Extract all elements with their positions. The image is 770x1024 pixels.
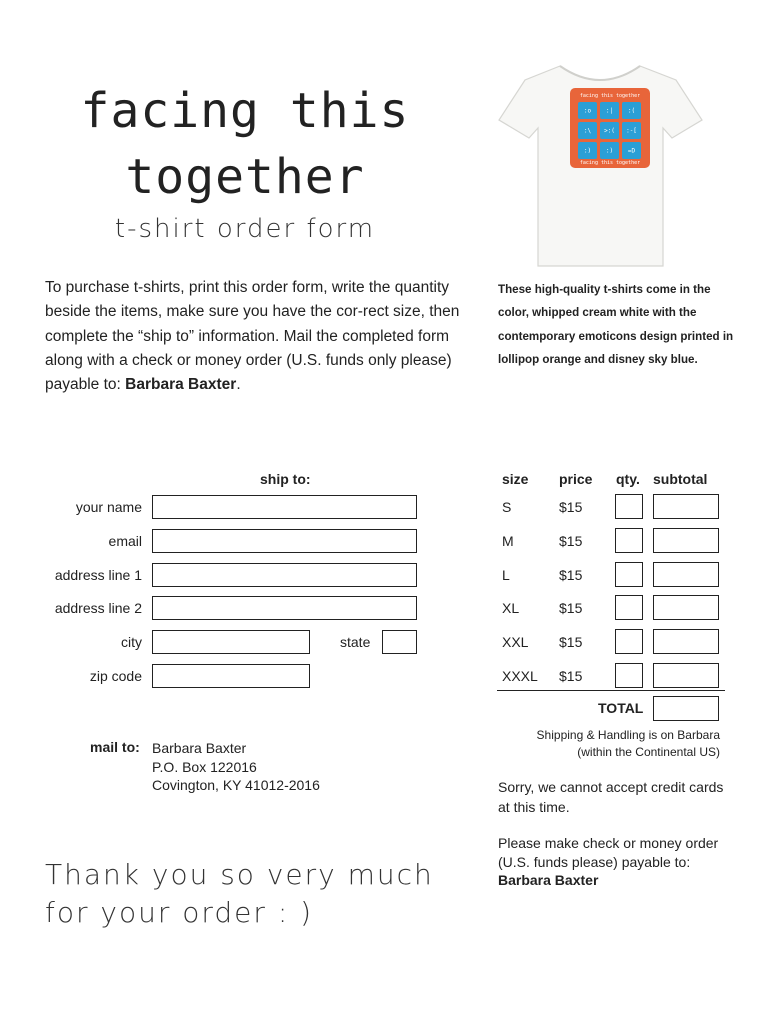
tshirt-image: [498, 58, 703, 270]
qty-column-header: qty.: [616, 471, 640, 487]
size-cell: XXL: [502, 634, 529, 650]
size-cell: XL: [502, 600, 520, 616]
price-cell: $15: [559, 567, 583, 583]
title-line-2: together: [125, 149, 365, 205]
emoticon-text: :|: [605, 107, 614, 115]
price-column-header: price: [559, 471, 593, 487]
price-cell: $15: [559, 634, 583, 650]
qty-input-xxl[interactable]: [615, 629, 643, 654]
qty-input-xxxl[interactable]: [615, 663, 643, 688]
city-field[interactable]: [152, 630, 310, 654]
emoticon-text: :o: [583, 107, 592, 115]
zip-code-label: zip code: [89, 668, 142, 684]
mail-to-address: Barbara Baxter P.O. Box 122016 Covington, KY 41012-2016: [152, 740, 320, 793]
shirt-description: These high-quality t-shirts come in the color, whipped cream white with the contemporary emoticons design printed in lollipop orange and disney sky blue.: [498, 283, 734, 366]
price-cell: $15: [559, 600, 583, 616]
emoticon-text: :-[: [626, 127, 637, 135]
address-line-1-field[interactable]: [152, 563, 417, 587]
subtotal-input-xxl[interactable]: [653, 629, 719, 654]
table-divider: [497, 690, 725, 691]
address-line-1-label: address line 1: [54, 567, 142, 583]
page-title: [40, 78, 450, 210]
shipping-note: Shipping & Handling is on Barbara (within the Continental US): [536, 728, 720, 759]
size-cell: M: [502, 533, 514, 549]
price-cell: $15: [559, 668, 583, 684]
emoticon-text: :): [583, 147, 592, 155]
state-field[interactable]: [382, 630, 417, 654]
emoticon-text: :\: [583, 127, 592, 135]
intro-payee: Barbara Baxter: [125, 376, 237, 394]
address-line-2-field[interactable]: [152, 596, 417, 620]
qty-input-s[interactable]: [615, 494, 643, 519]
size-column-header: size: [502, 471, 529, 487]
email-field[interactable]: [152, 529, 417, 553]
subtotal-input-s[interactable]: [653, 494, 719, 519]
zip-code-field[interactable]: [152, 664, 310, 688]
emoticon-text: =D: [627, 147, 636, 155]
price-cell: $15: [559, 499, 583, 515]
subtotal-input-l[interactable]: [653, 562, 719, 587]
emoticon-text: :): [605, 147, 614, 155]
size-cell: XXXL: [502, 668, 538, 684]
emoticon-text: >:(: [604, 127, 615, 135]
state-label: state: [340, 634, 371, 650]
total-label: TOTAL: [598, 700, 644, 716]
thank-you-message: Thank you so very much for your order : ): [45, 858, 434, 929]
city-label: city: [121, 634, 142, 650]
check-note: Please make check or money order (U.S. funds please) payable to: Barbara Baxter: [498, 835, 719, 888]
subtotal-input-xl[interactable]: [653, 595, 719, 620]
ship-to-heading: ship to:: [260, 471, 311, 487]
email-label: email: [108, 533, 142, 549]
address-line-2-label: address line 2: [54, 600, 142, 616]
total-input[interactable]: [653, 696, 719, 721]
name-label: your name: [75, 499, 142, 515]
intro-paragraph: To purchase t-shirts, print this order form, write the quantity beside the items, make sure you have the cor-rect size, then complete the “ship to” information. Mail the completed form along with a check or money order (U.S. funds only please) payable to: Barbara Baxter.: [45, 279, 460, 394]
emoticon-text: :(: [627, 107, 636, 115]
credit-card-note: Sorry, we cannot accept credit cards at this time.: [498, 779, 724, 815]
size-cell: L: [502, 567, 510, 583]
mail-to-label: mail to:: [90, 739, 140, 755]
title-line-1: facing this: [80, 83, 410, 139]
subtotal-input-m[interactable]: [653, 528, 719, 553]
svg-text:facing this together: facing this together: [579, 160, 641, 166]
qty-input-xl[interactable]: [615, 595, 643, 620]
check-payee: Barbara Baxter: [498, 872, 599, 888]
name-field[interactable]: [152, 495, 417, 519]
qty-input-l[interactable]: [615, 562, 643, 587]
subtotal-input-xxxl[interactable]: [653, 663, 719, 688]
price-cell: $15: [559, 533, 583, 549]
qty-input-m[interactable]: [615, 528, 643, 553]
size-cell: S: [502, 499, 512, 515]
subtotal-column-header: subtotal: [653, 471, 708, 487]
svg-text:facing this together: facing this together: [579, 93, 641, 99]
page-subtitle: t-shirt order form: [114, 214, 376, 244]
